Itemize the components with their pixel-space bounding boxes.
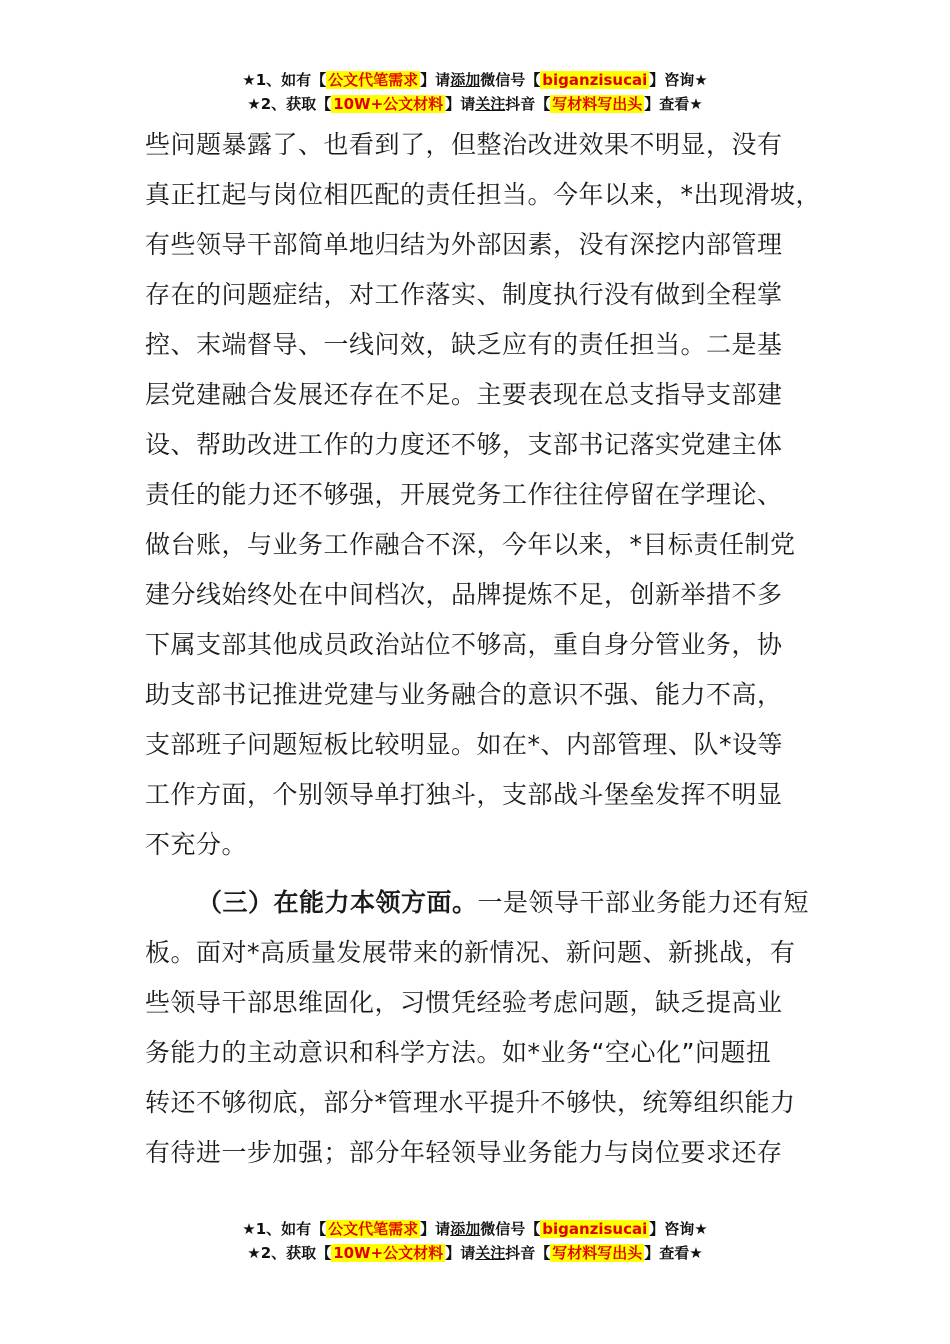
- text-line: 存在的问题症结，对工作落实、制度执行没有做到全程掌: [145, 280, 783, 309]
- banner-text: ★2、获取【: [247, 1244, 332, 1262]
- banner-highlight: 公文代笔需求: [328, 71, 419, 89]
- heading-continuation: 一是领导干部业务能力还有短: [477, 888, 810, 917]
- banner-underlined: 添加: [450, 1220, 481, 1238]
- text-line: 建分线始终处在中间档次，品牌提炼不足，创新举措不多: [145, 580, 783, 609]
- banner-text: 抖音【: [505, 95, 551, 113]
- banner-highlight: 10W+公文材料: [333, 95, 444, 113]
- text-line: 支部班子问题短板比较明显。如在*、内部管理、队*设等: [145, 730, 784, 759]
- banner-text: 】咨询★: [649, 1220, 708, 1238]
- banner-highlight: biganzisucai: [542, 1220, 648, 1238]
- banner-text: 】请: [420, 71, 451, 89]
- banner-text: 】咨询★: [649, 71, 708, 89]
- text-line: 设、帮助改进工作的力度还不够，支部书记落实党建主体: [145, 430, 783, 459]
- banner-underlined: 添加: [450, 71, 481, 89]
- section-heading: （三）在能力本领方面。: [197, 888, 478, 917]
- text-line: 不充分。: [145, 830, 248, 859]
- banner-text: ★1、如有【: [242, 71, 327, 89]
- paragraph-spacer: [145, 870, 835, 878]
- text-line: 层党建融合发展还存在不足。主要表现在总支指导支部建: [145, 380, 783, 409]
- paragraph-1: [145, 120, 835, 870]
- footer-banner: [0, 1217, 950, 1265]
- banner-text: 微信号【: [480, 1220, 541, 1238]
- banner-text: 微信号【: [480, 71, 541, 89]
- text-line: 些问题暴露了、也看到了，但整治改进效果不明显，没有: [145, 130, 783, 159]
- text-line: 些领导干部思维固化，习惯凭经验考虑问题，缺乏提高业: [145, 988, 783, 1017]
- document-body: [145, 120, 835, 1178]
- text-line: [145, 878, 835, 928]
- banner-line-1: [0, 1217, 950, 1241]
- header-banner: [0, 68, 950, 116]
- text-line: 工作方面，个别领导单打独斗，支部战斗堡垒发挥不明显: [145, 780, 783, 809]
- text-line: 控、末端督导、一线问效，缺乏应有的责任担当。二是基: [145, 330, 783, 359]
- paragraph-2: [145, 878, 835, 1178]
- banner-text: 】查看★: [644, 1244, 703, 1262]
- banner-highlight: 写材料写出头: [552, 1244, 643, 1262]
- banner-highlight: 公文代笔需求: [328, 1220, 419, 1238]
- banner-text: 】查看★: [644, 95, 703, 113]
- banner-text: 】请: [445, 95, 476, 113]
- text-line: 务能力的主动意识和科学方法。如*业务“空心化”问题扭: [145, 1038, 772, 1067]
- text-line: 转还不够彻底，部分*管理水平提升不够快，统筹组织能力: [145, 1088, 796, 1117]
- banner-highlight: 写材料写出头: [552, 95, 643, 113]
- text-line: 做台账，与业务工作融合不深，今年以来，*目标责任制党: [145, 530, 796, 559]
- banner-text: ★1、如有【: [242, 1220, 327, 1238]
- banner-line-2: [0, 92, 950, 116]
- text-line: 有些领导干部简单地归结为外部因素，没有深挖内部管理: [145, 230, 783, 259]
- banner-text: 】请: [445, 1244, 476, 1262]
- text-line: 助支部书记推进党建与业务融合的意识不强、能力不高，: [145, 680, 783, 709]
- banner-text: 抖音【: [505, 1244, 551, 1262]
- banner-highlight: 10W+公文材料: [333, 1244, 444, 1262]
- banner-text: ★2、获取【: [247, 95, 332, 113]
- text-line: 下属支部其他成员政治站位不够高，重自身分管业务，协: [145, 630, 783, 659]
- banner-underlined: 关注: [475, 1244, 506, 1262]
- banner-line-2: [0, 1241, 950, 1265]
- banner-underlined: 关注: [475, 95, 506, 113]
- text-line: 板。面对*高质量发展带来的新情况、新问题、新挑战，有: [145, 938, 796, 967]
- banner-text: 】请: [420, 1220, 451, 1238]
- text-line: 责任的能力还不够强，开展党务工作往往停留在学理论、: [145, 480, 783, 509]
- banner-line-1: [0, 68, 950, 92]
- text-line: 真正扛起与岗位相匹配的责任担当。今年以来，*出现滑坡，: [145, 180, 822, 209]
- banner-highlight: biganzisucai: [542, 71, 648, 89]
- text-line: 有待进一步加强；部分年轻领导业务能力与岗位要求还存: [145, 1138, 783, 1167]
